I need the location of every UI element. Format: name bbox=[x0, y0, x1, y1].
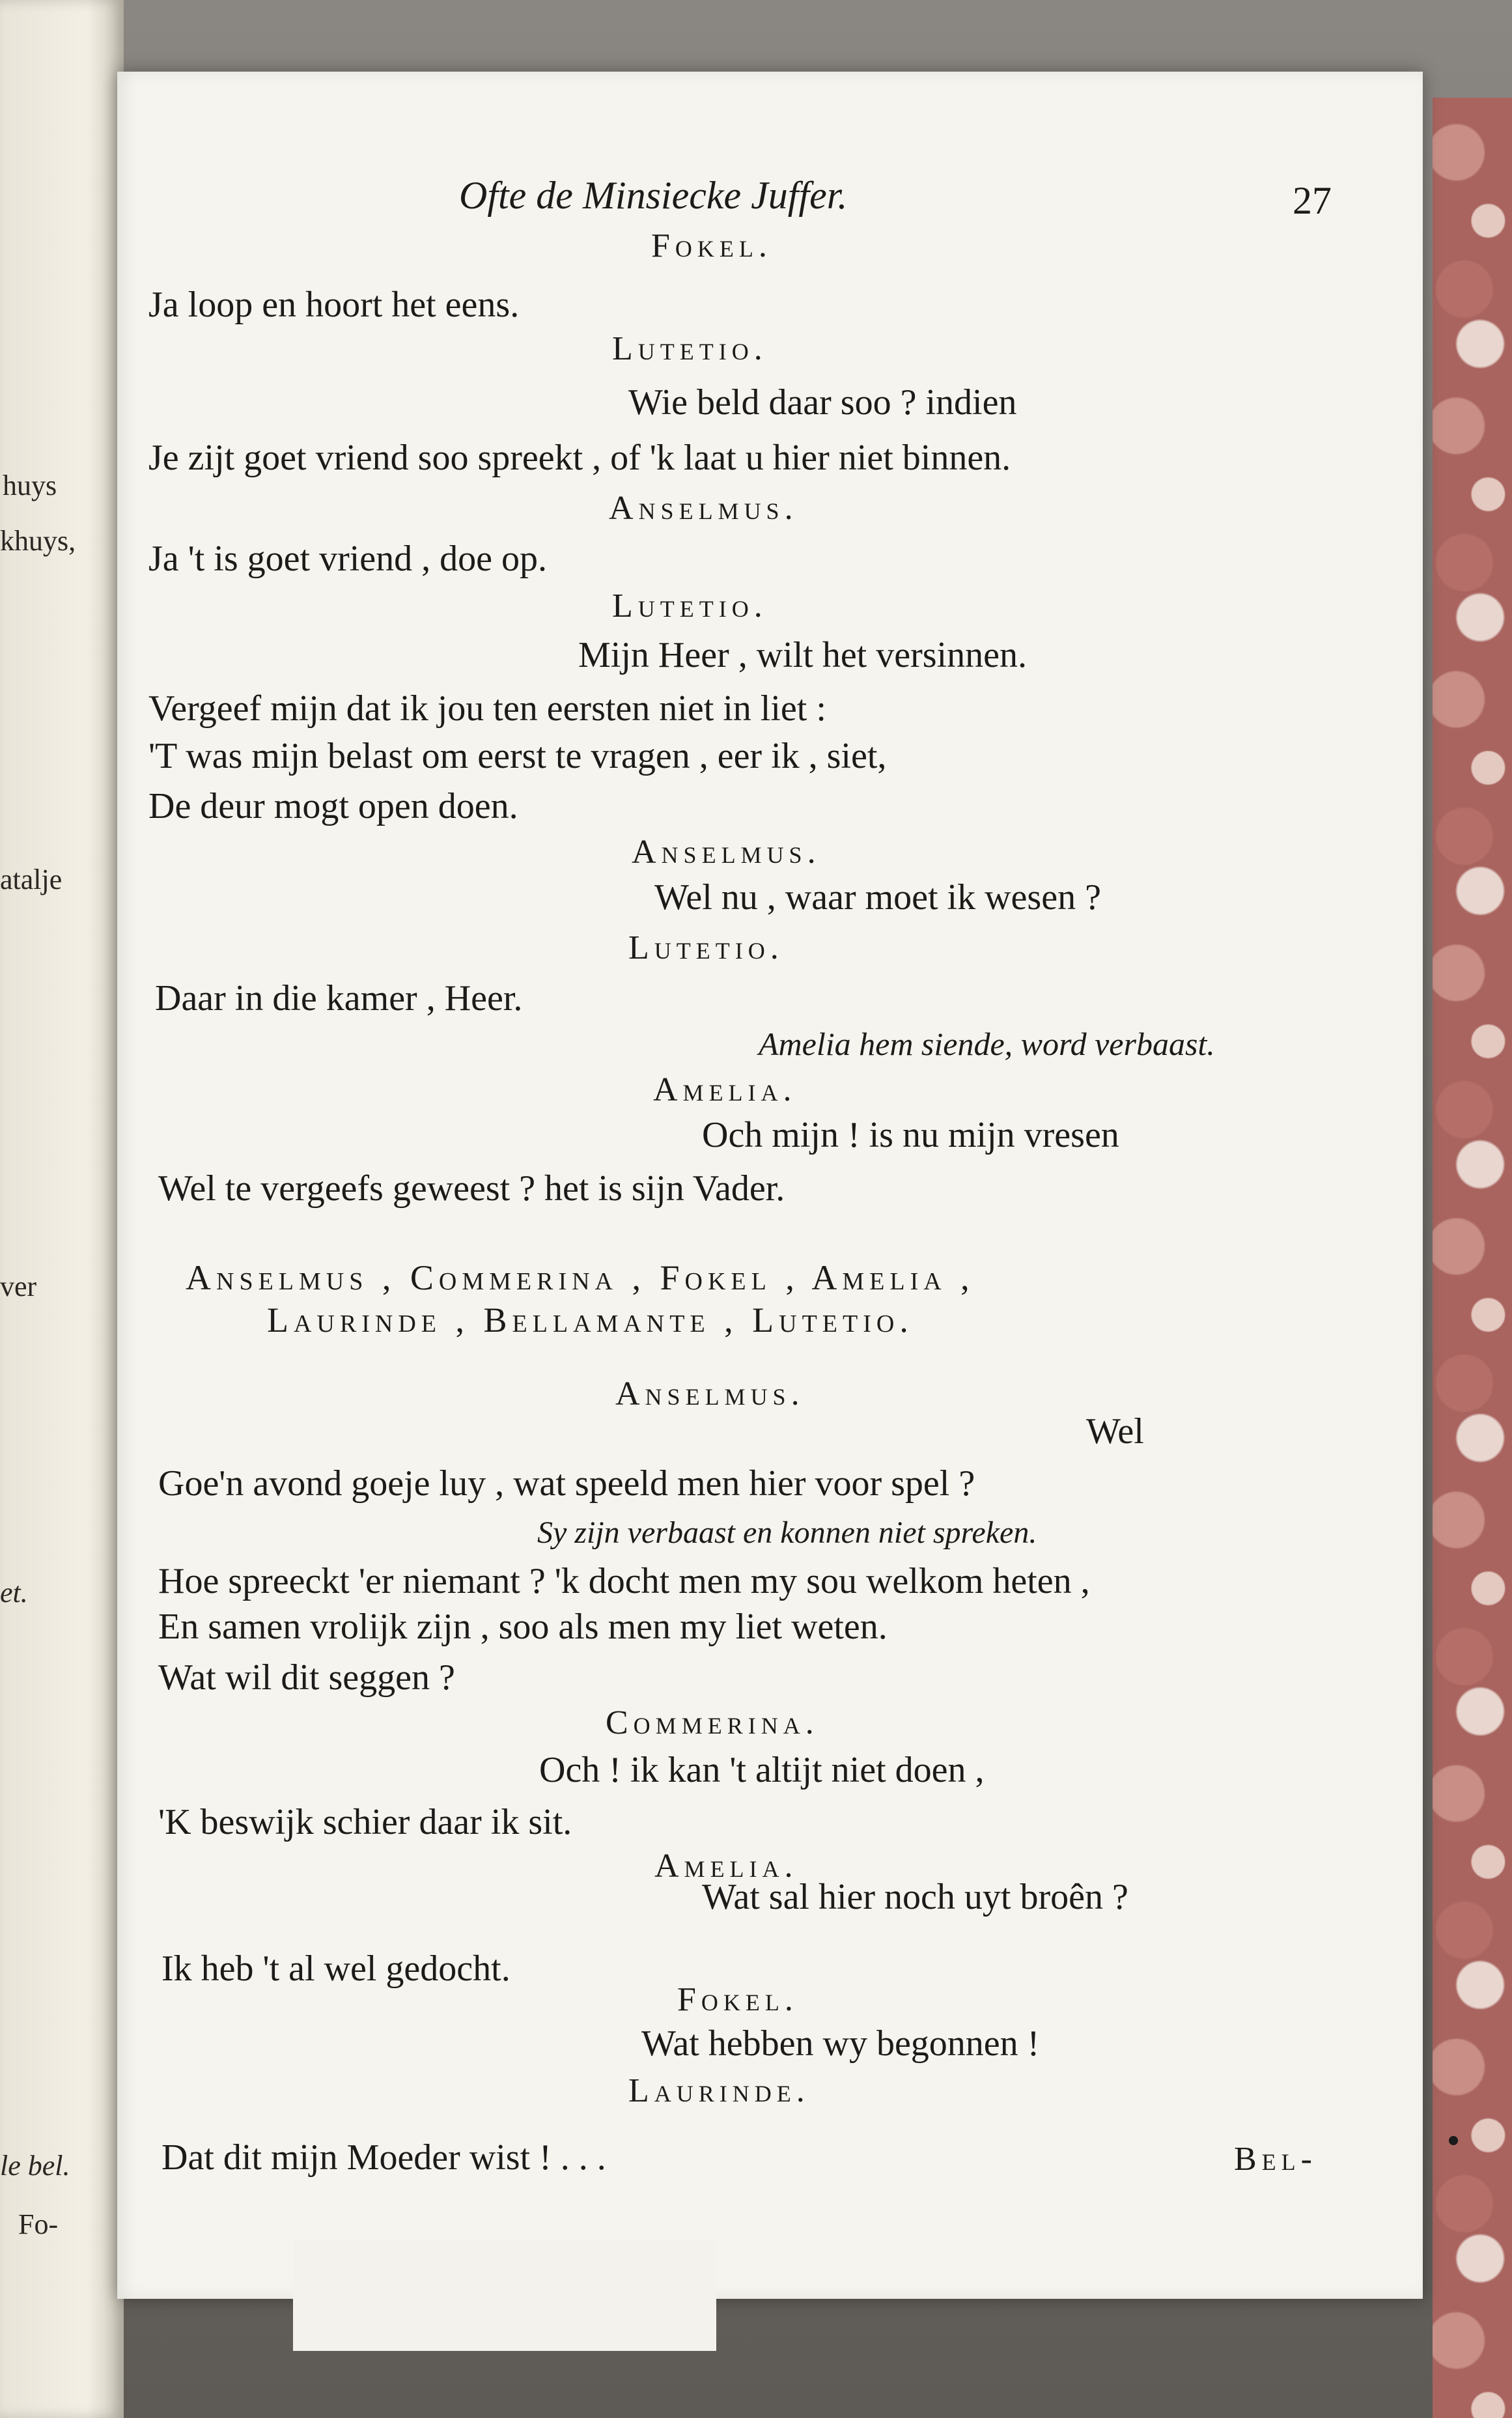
verse-line: Wel te vergeefs geweest ? het is sijn Vader. bbox=[158, 1168, 785, 1209]
blank-patch bbox=[293, 2240, 716, 2351]
speaker-name: Anselmus. bbox=[609, 490, 798, 527]
verse-line: Wel nu , waar moet ik wesen ? bbox=[654, 877, 1101, 918]
verse-line: Wie beld daar soo ? indien bbox=[628, 382, 1017, 423]
left-page-fragment: khuys, bbox=[0, 525, 76, 557]
verse-line: Ja loop en hoort het eens. bbox=[148, 285, 520, 325]
verse-line: Wat sal hier noch uyt broên ? bbox=[702, 1877, 1128, 1917]
speaker-name: Anselmus. bbox=[632, 834, 821, 871]
verse-line: Vergeef mijn dat ik jou ten eersten niet in liet : bbox=[148, 688, 826, 729]
verse-line: Wat wil dit seggen ? bbox=[158, 1657, 455, 1698]
stage-direction: Amelia hem siende, word verbaast. bbox=[759, 1026, 1215, 1062]
verse-line: Wel bbox=[1086, 1411, 1144, 1452]
speaker-name: Fokel. bbox=[651, 227, 772, 264]
ink-dot bbox=[1449, 2136, 1458, 2145]
speaker-name: Laurinde. bbox=[628, 2072, 810, 2109]
speaker-name: Lutetio. bbox=[628, 929, 784, 966]
verse-line: Ik heb 't al wel gedocht. bbox=[161, 1948, 511, 1989]
verse-line: En samen vrolijk zijn , soo als men my liet weten. bbox=[158, 1607, 888, 1647]
verse-line: Och ! ik kan 't altijt niet doen , bbox=[539, 1750, 985, 1790]
left-page-fragment: atalje bbox=[0, 864, 63, 895]
verse-line: 'T was mijn belast om eerst te vragen , eer ik , siet, bbox=[148, 736, 887, 776]
speaker-name: Lutetio. bbox=[612, 330, 768, 367]
cast-list: Laurinde , Bellamante , Lutetio. bbox=[267, 1300, 914, 1340]
verse-line: Daar in die kamer , Heer. bbox=[155, 978, 523, 1019]
verse-line: 'K beswijk schier daar ik sit. bbox=[158, 1802, 572, 1842]
speaker-name: Amelia. bbox=[654, 1848, 798, 1885]
catchword: Bel- bbox=[1234, 2141, 1317, 2178]
verse-line: Goe'n avond goeje luy , wat speeld men hier voor spel ? bbox=[158, 1463, 975, 1504]
verse-line: Mijn Heer , wilt het versinnen. bbox=[578, 635, 1027, 675]
verse-line: Je zijt goet vriend soo spreekt , of 'k laat u hier niet binnen. bbox=[148, 438, 1011, 478]
speaker-name: Commerina. bbox=[606, 1704, 819, 1741]
marbled-cover bbox=[1433, 98, 1512, 2418]
speaker-name: Amelia. bbox=[653, 1071, 797, 1108]
stage-direction: Sy zijn verbaast en konnen niet spreken. bbox=[537, 1515, 1037, 1550]
speaker-name: Lutetio. bbox=[612, 587, 768, 625]
left-page-fragment: huys bbox=[3, 470, 57, 501]
speaker-name: Anselmus. bbox=[615, 1375, 805, 1413]
left-page-fragment: ver bbox=[0, 1271, 37, 1302]
left-page-fragment: le bel. bbox=[0, 2150, 70, 2182]
page-number: 27 bbox=[1293, 179, 1332, 222]
verse-line: Dat dit mijn Moeder wist ! . . . bbox=[161, 2137, 606, 2178]
running-title: Ofte de Minsiecke Juffer. bbox=[459, 174, 848, 217]
verse-line: Wat hebben wy begonnen ! bbox=[641, 2023, 1040, 2064]
cast-list: Anselmus , Commerina , Fokel , Amelia , bbox=[186, 1258, 975, 1297]
speaker-name: Fokel. bbox=[677, 1981, 798, 2018]
facing-page bbox=[0, 0, 124, 2418]
verse-line: Ja 't is goet vriend , doe op. bbox=[148, 539, 547, 579]
left-page-fragment: et. bbox=[0, 1577, 28, 1609]
left-page-fragment: Fo- bbox=[18, 2208, 59, 2240]
verse-line: Hoe spreeckt 'er niemant ? 'k docht men my sou welkom heten , bbox=[158, 1561, 1090, 1601]
verse-line: De deur mogt open doen. bbox=[148, 786, 518, 826]
verse-line: Och mijn ! is nu mijn vresen bbox=[702, 1115, 1119, 1155]
